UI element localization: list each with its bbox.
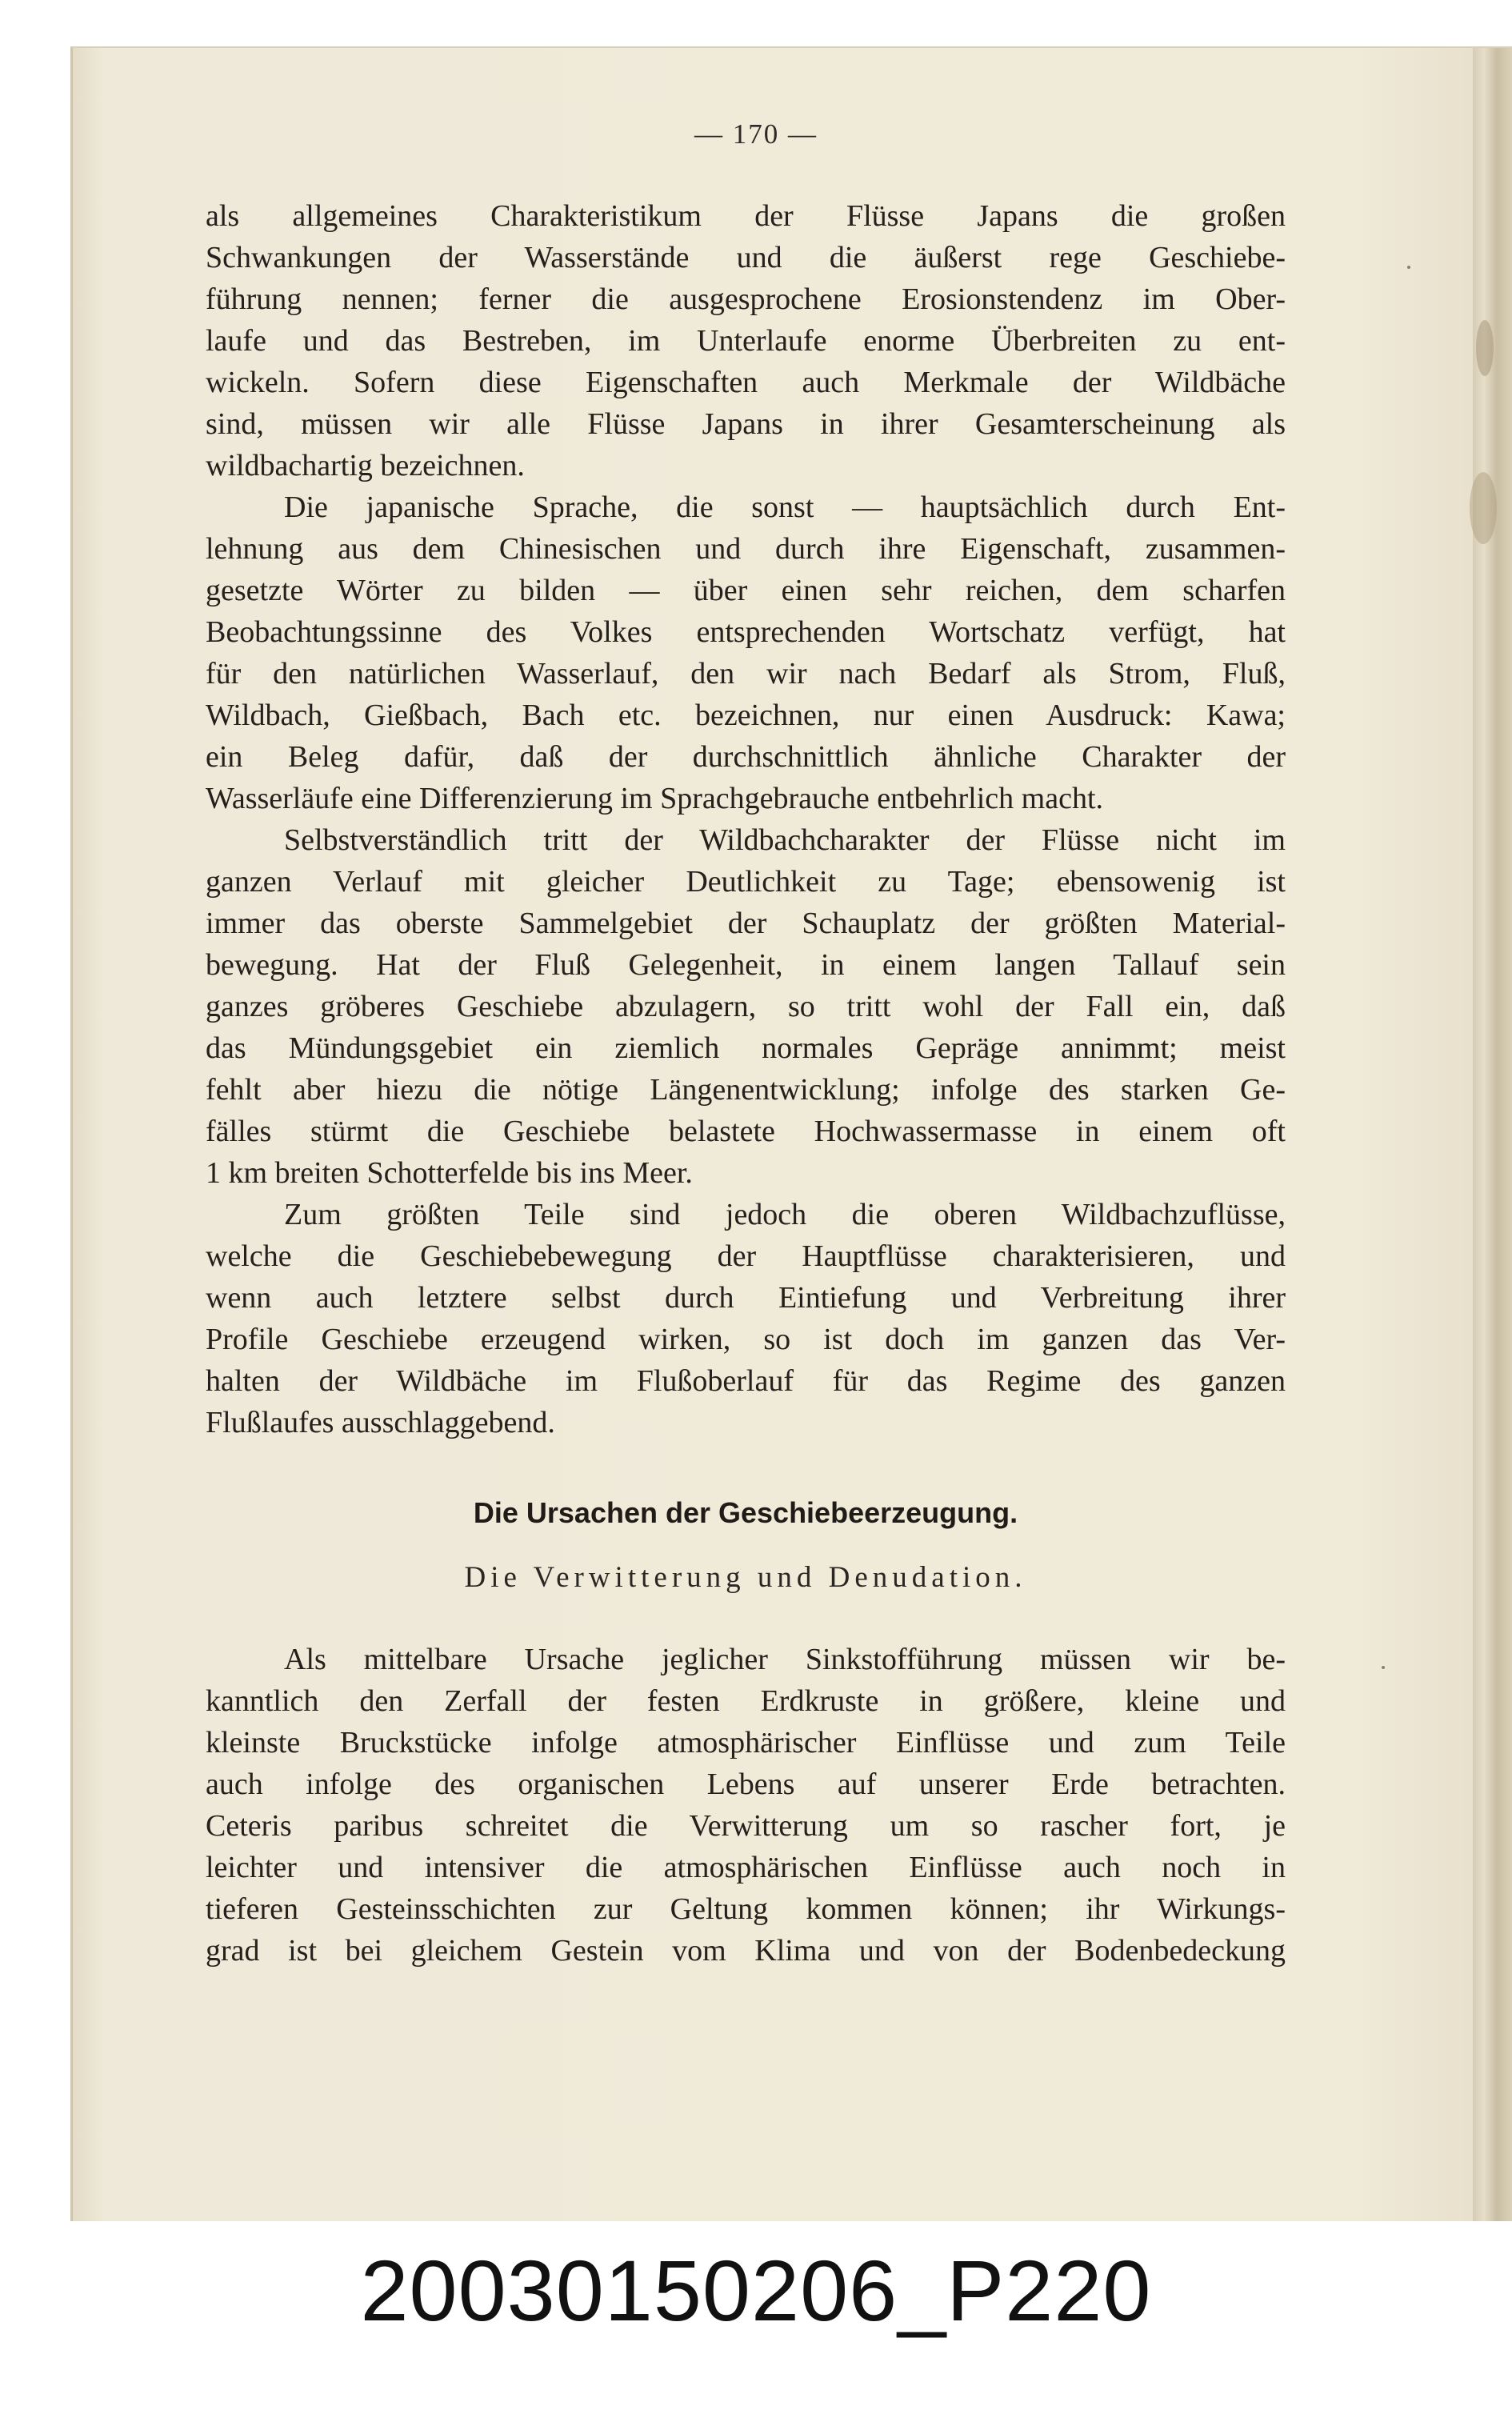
paragraph — [206, 1639, 1286, 1972]
text-line: leichter und intensiver die atmosphärischen Einflüsse auch noch in — [206, 1851, 1286, 1884]
archive-id-caption: 20030150206_P220 — [360, 2242, 1152, 2339]
paper-stain — [1470, 472, 1497, 544]
text-line: Wildbach, Gießbach, Bach etc. bezeichnen, nur einen Ausdruck: Kawa; — [206, 699, 1286, 732]
paper-speck — [1407, 266, 1410, 269]
text-line: Flußlaufes ausschlaggebend. — [206, 1406, 555, 1439]
paper-speck — [1382, 1666, 1385, 1669]
text-line: das Mündungsgebiet ein ziemlich normales Gepräge annimmt; meist — [206, 1031, 1286, 1065]
text-line: für den natürlichen Wasserlauf, den wir nach Bedarf als Strom, Fluß, — [206, 657, 1286, 691]
text-line: kleinste Bruckstücke infolge atmosphärischer Einflüsse und zum Teile — [206, 1726, 1286, 1759]
text-line: fälles stürmt die Geschiebe belastete Hochwassermasse in einem oft — [206, 1115, 1286, 1148]
text-line: fehlt aber hiezu die nötige Längenentwicklung; infolge des starken Ge- — [206, 1073, 1286, 1107]
paragraph — [206, 195, 1286, 486]
text-line: kanntlich den Zerfall der festen Erdkruste in größere, kleine und — [206, 1684, 1286, 1718]
text-line: lehnung aus dem Chinesischen und durch ihre Eigenschaft, zusammen- — [206, 532, 1286, 566]
text-line: wildbachartig bezeichnen. — [206, 449, 525, 482]
text-line: Ceteris paribus schreitet die Verwitterung um so rascher fort, je — [206, 1809, 1286, 1843]
text-line: gesetzte Wörter zu bilden — über einen sehr reichen, dem scharfen — [206, 574, 1286, 607]
text-line: ganzes gröberes Geschiebe abzulagern, so tritt wohl der Fall ein, daß — [206, 990, 1286, 1023]
text-line: laufe und das Bestreben, im Unterlaufe enorme Überbreiten zu ent- — [206, 324, 1286, 358]
text-line: grad ist bei gleichem Gestein vom Klima und von der Bodenbedeckung — [206, 1934, 1286, 1968]
text-line: 1 km breiten Schotterfelde bis ins Meer. — [206, 1156, 693, 1190]
paragraph — [206, 486, 1286, 819]
text-line: als allgemeines Charakteristikum der Flüsse Japans die großen — [206, 199, 1286, 233]
text-line: ein Beleg dafür, daß der durchschnittlich ähnliche Charakter der — [206, 740, 1286, 774]
page-number: — 170 — — [694, 118, 818, 150]
text-line: halten der Wildbäche im Flußoberlauf für das Regime des ganzen — [206, 1364, 1286, 1398]
body-text-bottom — [206, 1639, 1286, 1972]
text-line: wickeln. Sofern diese Eigenschaften auch Merkmale der Wildbäche — [206, 366, 1286, 399]
body-text-top — [206, 195, 1286, 1443]
text-line: Die japanische Sprache, die sonst — hauptsächlich durch Ent- — [284, 490, 1286, 524]
text-line: tieferen Gesteinsschichten zur Geltung kommen können; ihr Wirkungs- — [206, 1892, 1286, 1926]
text-line: Schwankungen der Wasserstände und die äußerst rege Geschiebe- — [206, 241, 1286, 274]
text-line: welche die Geschiebebewegung der Hauptflüsse charakterisieren, und — [206, 1239, 1286, 1273]
section-subheading: Die Verwitterung und Denudation. — [464, 1561, 1027, 1594]
text-line: wenn auch letztere selbst durch Eintiefung und Verbreitung ihrer — [206, 1281, 1286, 1315]
paper-stain — [1476, 320, 1494, 376]
text-line: sind, müssen wir alle Flüsse Japans in ihrer Gesamterscheinung als — [206, 407, 1286, 441]
section-heading: Die Ursachen der Geschiebeerzeugung. — [473, 1496, 1018, 1529]
paragraph — [206, 1194, 1286, 1443]
text-line: Beobachtungssinne des Volkes entsprechenden Wortschatz verfügt, hat — [206, 615, 1286, 649]
page-edge-shadow — [1473, 48, 1512, 2221]
text-line: auch infolge des organischen Lebens auf unserer Erde betrachten. — [206, 1767, 1286, 1801]
text-line: Als mittelbare Ursache jeglicher Sinkstofführung müssen wir be- — [284, 1643, 1286, 1676]
paragraph — [206, 819, 1286, 1194]
text-line: Zum größten Teile sind jedoch die oberen Wildbachzuflüsse, — [284, 1198, 1286, 1231]
text-line: bewegung. Hat der Fluß Gelegenheit, in einem langen Tallauf sein — [206, 948, 1286, 982]
text-line: ganzen Verlauf mit gleicher Deutlichkeit zu Tage; ebensowenig ist — [206, 865, 1286, 899]
text-line: Wasserläufe eine Differenzierung im Sprachgebrauche entbehrlich macht. — [206, 782, 1104, 815]
text-line: führung nennen; ferner die ausgesprochene Erosionstendenz im Ober- — [206, 282, 1286, 316]
text-line: Profile Geschiebe erzeugend wirken, so ist doch im ganzen das Ver- — [206, 1323, 1286, 1356]
text-line: Selbstverständlich tritt der Wildbachcharakter der Flüsse nicht im — [284, 823, 1286, 857]
text-line: immer das oberste Sammelgebiet der Schauplatz der größten Material- — [206, 907, 1286, 940]
